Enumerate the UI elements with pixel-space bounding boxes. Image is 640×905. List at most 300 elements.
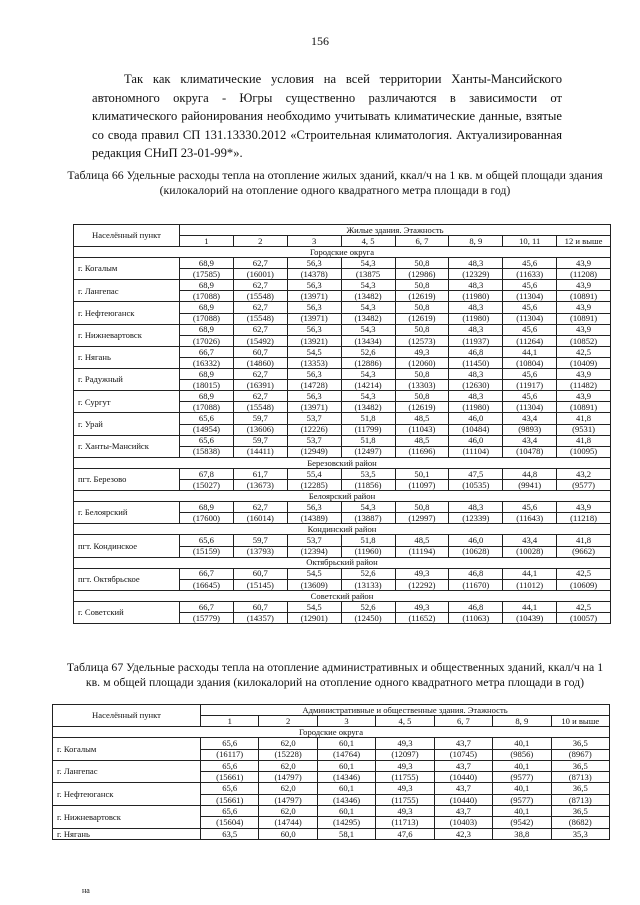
value-cell: 54,5 bbox=[287, 568, 341, 579]
value-cell: 44,1 bbox=[503, 568, 557, 579]
annual-value-cell: (12619) bbox=[395, 402, 449, 413]
table-row bbox=[74, 502, 611, 513]
floor-header: 10 и выше bbox=[551, 716, 609, 727]
value-cell: 48,3 bbox=[449, 324, 503, 335]
annual-value-cell: (17088) bbox=[180, 313, 234, 324]
value-cell: 68,9 bbox=[180, 302, 234, 313]
value-cell: 43,9 bbox=[557, 302, 611, 313]
annual-value-cell: (15661) bbox=[201, 772, 259, 783]
value-cell: 43,2 bbox=[557, 468, 611, 479]
annual-value-cell: (14346) bbox=[317, 794, 375, 805]
annual-value-cell: (10439) bbox=[503, 613, 557, 624]
section-title: Октябрьский район bbox=[74, 557, 611, 568]
value-cell: 54,5 bbox=[287, 346, 341, 357]
value-cell: 62,0 bbox=[259, 783, 317, 794]
table-row bbox=[74, 468, 611, 479]
value-cell: 53,7 bbox=[287, 413, 341, 424]
table-row bbox=[74, 602, 611, 613]
annual-value-cell: (11218) bbox=[557, 513, 611, 524]
value-cell: 43,4 bbox=[503, 435, 557, 446]
value-cell: 45,6 bbox=[503, 302, 557, 313]
annual-value-cell: (11450) bbox=[449, 357, 503, 368]
annual-value-cell: (13482) bbox=[341, 402, 395, 413]
annual-value-cell: (9577) bbox=[493, 772, 551, 783]
settlement-name: пгт. Октябрьское bbox=[74, 568, 180, 590]
settlement-name: пгт. Березово bbox=[74, 468, 180, 490]
section-row bbox=[74, 557, 611, 568]
value-cell: 48,3 bbox=[449, 369, 503, 380]
floor-header: 1 bbox=[201, 716, 259, 727]
value-cell: 62,7 bbox=[233, 324, 287, 335]
annual-value-cell: (12292) bbox=[395, 579, 449, 590]
annual-value-cell: (17088) bbox=[180, 291, 234, 302]
annual-value-cell: (14744) bbox=[259, 817, 317, 828]
table67 bbox=[52, 704, 610, 840]
annual-value-cell: (13793) bbox=[233, 546, 287, 557]
annual-value-cell: (12886) bbox=[341, 357, 395, 368]
value-cell: 62,7 bbox=[233, 391, 287, 402]
value-cell: 48,3 bbox=[449, 391, 503, 402]
value-cell: 50,1 bbox=[395, 468, 449, 479]
floor-header: 8, 9 bbox=[449, 236, 503, 247]
annual-value-cell: (13609) bbox=[287, 579, 341, 590]
settlement-name: пгт. Кондинское bbox=[74, 535, 180, 557]
annual-value-cell: (13303) bbox=[395, 380, 449, 391]
annual-value-cell: (14346) bbox=[317, 772, 375, 783]
value-cell: 47,6 bbox=[376, 828, 434, 839]
settlement-name: г. Нягань bbox=[53, 828, 201, 839]
table-row bbox=[74, 535, 611, 546]
value-cell: 41,8 bbox=[557, 435, 611, 446]
annual-value-cell: (11856) bbox=[341, 479, 395, 490]
value-cell: 49,3 bbox=[376, 783, 434, 794]
value-cell: 54,3 bbox=[341, 502, 395, 513]
floor-header: 6, 7 bbox=[434, 716, 492, 727]
floor-header: 2 bbox=[233, 236, 287, 247]
settlement-name: г. Нижневартовск bbox=[74, 324, 180, 346]
annual-value-cell: (8967) bbox=[551, 749, 609, 760]
value-cell: 42,3 bbox=[434, 828, 492, 839]
page-number: 156 bbox=[311, 34, 329, 48]
value-cell: 66,7 bbox=[180, 568, 234, 579]
annual-value-cell: (9941) bbox=[503, 479, 557, 490]
annual-value-cell: (15548) bbox=[233, 291, 287, 302]
annual-value-cell: (10057) bbox=[557, 613, 611, 624]
annual-value-cell: (12285) bbox=[287, 479, 341, 490]
table67-caption: Таблица 67 Удельные расходы тепла на отопление административных и общественных зданий, ккал/ч на 1 кв. м общей площади здания (килокалорий на отопление одного квадратного метра площади в год) bbox=[66, 660, 604, 689]
value-cell: 61,7 bbox=[233, 468, 287, 479]
annual-value-cell: (11264) bbox=[503, 335, 557, 346]
annual-value-cell: (14954) bbox=[180, 424, 234, 435]
annual-value-cell: (15159) bbox=[180, 546, 234, 557]
annual-value-cell: (9577) bbox=[493, 794, 551, 805]
annual-value-cell: (13673) bbox=[233, 479, 287, 490]
value-cell: 62,0 bbox=[259, 738, 317, 749]
annual-value-cell: (10403) bbox=[434, 817, 492, 828]
table-row bbox=[74, 346, 611, 357]
annual-value-cell: (14728) bbox=[287, 380, 341, 391]
section-row bbox=[74, 457, 611, 468]
value-cell: 41,8 bbox=[557, 413, 611, 424]
value-cell: 66,7 bbox=[180, 602, 234, 613]
settlement-name: г. Ханты-Мансийск bbox=[74, 435, 180, 457]
value-cell: 40,1 bbox=[493, 783, 551, 794]
value-cell: 45,6 bbox=[503, 391, 557, 402]
value-cell: 38,8 bbox=[493, 828, 551, 839]
table66-caption: Таблица 66 Удельные расходы тепла на отопление жилых зданий, ккал/ч на 1 кв. м общей площади здания (килокалорий на отопление одного квадратного метра площади в год) bbox=[67, 168, 603, 197]
table67-group-header: Административные и общественные здания. Этажность bbox=[201, 705, 610, 716]
table-row bbox=[74, 258, 611, 269]
value-cell: 36,5 bbox=[551, 760, 609, 771]
annual-value-cell: (10745) bbox=[434, 749, 492, 760]
value-cell: 46,0 bbox=[449, 435, 503, 446]
annual-value-cell: (11980) bbox=[449, 402, 503, 413]
value-cell: 47,5 bbox=[449, 468, 503, 479]
table-row bbox=[74, 369, 611, 380]
annual-value-cell: (13971) bbox=[287, 291, 341, 302]
annual-value-cell: (14357) bbox=[233, 613, 287, 624]
value-cell: 59,7 bbox=[233, 535, 287, 546]
floor-header: 6, 7 bbox=[395, 236, 449, 247]
annual-value-cell: (16014) bbox=[233, 513, 287, 524]
value-cell: 60,7 bbox=[233, 346, 287, 357]
annual-value-cell: (16001) bbox=[233, 269, 287, 280]
annual-value-cell: (13133) bbox=[341, 579, 395, 590]
value-cell: 65,6 bbox=[180, 535, 234, 546]
annual-value-cell: (13875 bbox=[341, 269, 395, 280]
value-cell: 43,7 bbox=[434, 760, 492, 771]
annual-value-cell: (11696) bbox=[395, 446, 449, 457]
settlement-name: г. Лангепас bbox=[53, 760, 201, 783]
value-cell: 46,8 bbox=[449, 568, 503, 579]
settlement-name: г. Когалым bbox=[74, 258, 180, 280]
value-cell: 40,1 bbox=[493, 738, 551, 749]
value-cell: 36,5 bbox=[551, 738, 609, 749]
annual-value-cell: (12573) bbox=[395, 335, 449, 346]
annual-value-cell: (9856) bbox=[493, 749, 551, 760]
value-cell: 45,6 bbox=[503, 369, 557, 380]
annual-value-cell: (15604) bbox=[201, 817, 259, 828]
value-cell: 50,8 bbox=[395, 302, 449, 313]
value-cell: 65,6 bbox=[180, 435, 234, 446]
annual-value-cell: (10628) bbox=[449, 546, 503, 557]
annual-value-cell: (15027) bbox=[180, 479, 234, 490]
annual-value-cell: (17088) bbox=[180, 402, 234, 413]
annual-value-cell: (10409) bbox=[557, 357, 611, 368]
value-cell: 40,1 bbox=[493, 760, 551, 771]
value-cell: 65,6 bbox=[201, 806, 259, 817]
value-cell: 43,9 bbox=[557, 502, 611, 513]
annual-value-cell: (12060) bbox=[395, 357, 449, 368]
annual-value-cell: (12329) bbox=[449, 269, 503, 280]
section-row bbox=[74, 247, 611, 258]
value-cell: 45,6 bbox=[503, 280, 557, 291]
value-cell: 45,6 bbox=[503, 324, 557, 335]
floor-header: 3 bbox=[287, 236, 341, 247]
annual-value-cell: (8713) bbox=[551, 772, 609, 783]
section-row bbox=[74, 524, 611, 535]
value-cell: 44,1 bbox=[503, 602, 557, 613]
annual-value-cell: (11043) bbox=[395, 424, 449, 435]
annual-value-cell: (10478) bbox=[503, 446, 557, 457]
annual-value-cell: (11194) bbox=[395, 546, 449, 557]
annual-value-cell: (9893) bbox=[503, 424, 557, 435]
annual-value-cell: (12497) bbox=[341, 446, 395, 457]
settlement-name: г. Белоярский bbox=[74, 502, 180, 524]
settlement-name: г. Советский bbox=[74, 602, 180, 624]
annual-value-cell: (13434) bbox=[341, 335, 395, 346]
annual-value-cell: (10484) bbox=[449, 424, 503, 435]
annual-value-cell: (10440) bbox=[434, 772, 492, 783]
table-row bbox=[74, 302, 611, 313]
table-row bbox=[74, 391, 611, 402]
value-cell: 56,3 bbox=[287, 502, 341, 513]
value-cell: 43,7 bbox=[434, 783, 492, 794]
section-title: Березовский район bbox=[74, 457, 611, 468]
annual-value-cell: (9577) bbox=[557, 479, 611, 490]
value-cell: 59,7 bbox=[233, 413, 287, 424]
table66-group-header: Жилые здания. Этажность bbox=[180, 225, 611, 236]
annual-value-cell: (10440) bbox=[434, 794, 492, 805]
value-cell: 62,7 bbox=[233, 502, 287, 513]
annual-value-cell: (10891) bbox=[557, 291, 611, 302]
annual-value-cell: (10891) bbox=[557, 402, 611, 413]
annual-value-cell: (11304) bbox=[503, 402, 557, 413]
value-cell: 68,9 bbox=[180, 280, 234, 291]
annual-value-cell: (13971) bbox=[287, 313, 341, 324]
floor-header: 8, 9 bbox=[493, 716, 551, 727]
value-cell: 46,0 bbox=[449, 413, 503, 424]
annual-value-cell: (15548) bbox=[233, 313, 287, 324]
annual-value-cell: (14764) bbox=[317, 749, 375, 760]
table-row bbox=[53, 760, 610, 771]
annual-value-cell: (11670) bbox=[449, 579, 503, 590]
annual-value-cell: (10852) bbox=[557, 335, 611, 346]
annual-value-cell: (10095) bbox=[557, 446, 611, 457]
floor-header: 12 и выше bbox=[557, 236, 611, 247]
value-cell: 43,7 bbox=[434, 738, 492, 749]
annual-value-cell: (11652) bbox=[395, 613, 449, 624]
annual-value-cell: (10535) bbox=[449, 479, 503, 490]
value-cell: 54,5 bbox=[287, 602, 341, 613]
value-cell: 53,5 bbox=[341, 468, 395, 479]
section-title: Городские округа bbox=[53, 727, 610, 738]
annual-value-cell: (11937) bbox=[449, 335, 503, 346]
value-cell: 43,9 bbox=[557, 391, 611, 402]
value-cell: 65,6 bbox=[180, 413, 234, 424]
value-cell: 46,8 bbox=[449, 602, 503, 613]
value-cell: 60,1 bbox=[317, 783, 375, 794]
value-cell: 48,5 bbox=[395, 413, 449, 424]
value-cell: 49,3 bbox=[395, 346, 449, 357]
section-title: Кондинский район bbox=[74, 524, 611, 535]
value-cell: 56,3 bbox=[287, 391, 341, 402]
settlement-name: г. Нижневартовск bbox=[53, 806, 201, 829]
value-cell: 53,7 bbox=[287, 535, 341, 546]
annual-value-cell: (11104) bbox=[449, 446, 503, 457]
annual-value-cell: (13482) bbox=[341, 313, 395, 324]
value-cell: 50,8 bbox=[395, 391, 449, 402]
value-cell: 65,6 bbox=[201, 738, 259, 749]
annual-value-cell: (11304) bbox=[503, 313, 557, 324]
annual-value-cell: (12450) bbox=[341, 613, 395, 624]
annual-value-cell: (15661) bbox=[201, 794, 259, 805]
annual-value-cell: (12901) bbox=[287, 613, 341, 624]
annual-value-cell: (11012) bbox=[503, 579, 557, 590]
annual-value-cell: (11980) bbox=[449, 313, 503, 324]
annual-value-cell: (12097) bbox=[376, 749, 434, 760]
annual-value-cell: (14797) bbox=[259, 794, 317, 805]
value-cell: 48,5 bbox=[395, 435, 449, 446]
value-cell: 48,5 bbox=[395, 535, 449, 546]
value-cell: 56,3 bbox=[287, 280, 341, 291]
annual-value-cell: (11633) bbox=[503, 269, 557, 280]
annual-value-cell: (17585) bbox=[180, 269, 234, 280]
annual-value-cell: (14378) bbox=[287, 269, 341, 280]
value-cell: 48,3 bbox=[449, 280, 503, 291]
annual-value-cell: (12339) bbox=[449, 513, 503, 524]
annual-value-cell: (11917) bbox=[503, 380, 557, 391]
section-title: Белоярский район bbox=[74, 491, 611, 502]
annual-value-cell: (16645) bbox=[180, 579, 234, 590]
value-cell: 49,3 bbox=[395, 602, 449, 613]
value-cell: 62,0 bbox=[259, 760, 317, 771]
floor-header: 4, 5 bbox=[376, 716, 434, 727]
value-cell: 56,3 bbox=[287, 369, 341, 380]
settlement-name: г. Лангепас bbox=[74, 280, 180, 302]
value-cell: 60,1 bbox=[317, 738, 375, 749]
annual-value-cell: (15145) bbox=[233, 579, 287, 590]
value-cell: 54,3 bbox=[341, 369, 395, 380]
annual-value-cell: (9662) bbox=[557, 546, 611, 557]
value-cell: 42,5 bbox=[557, 602, 611, 613]
value-cell: 43,9 bbox=[557, 258, 611, 269]
value-cell: 59,7 bbox=[233, 435, 287, 446]
value-cell: 60,0 bbox=[259, 828, 317, 839]
annual-value-cell: (11755) bbox=[376, 772, 434, 783]
floor-header: 1 bbox=[180, 236, 234, 247]
floor-header: 2 bbox=[259, 716, 317, 727]
annual-value-cell: (17026) bbox=[180, 335, 234, 346]
value-cell: 66,7 bbox=[180, 346, 234, 357]
value-cell: 50,8 bbox=[395, 324, 449, 335]
value-cell: 41,8 bbox=[557, 535, 611, 546]
value-cell: 52,6 bbox=[341, 568, 395, 579]
table67-col-header: Населённый пункт bbox=[53, 705, 201, 727]
footer-note: на bbox=[82, 886, 90, 895]
value-cell: 36,5 bbox=[551, 783, 609, 794]
table-row bbox=[74, 413, 611, 424]
value-cell: 63,5 bbox=[201, 828, 259, 839]
annual-value-cell: (13921) bbox=[287, 335, 341, 346]
annual-value-cell: (14389) bbox=[287, 513, 341, 524]
settlement-name: г. Радужный bbox=[74, 369, 180, 391]
value-cell: 62,7 bbox=[233, 280, 287, 291]
settlement-name: г. Нягань bbox=[74, 346, 180, 368]
table66 bbox=[73, 224, 611, 624]
annual-value-cell: (16117) bbox=[201, 749, 259, 760]
table-row bbox=[74, 568, 611, 579]
value-cell: 44,8 bbox=[503, 468, 557, 479]
value-cell: 49,3 bbox=[376, 760, 434, 771]
annual-value-cell: (15548) bbox=[233, 402, 287, 413]
annual-value-cell: (13971) bbox=[287, 402, 341, 413]
value-cell: 49,3 bbox=[376, 806, 434, 817]
value-cell: 54,3 bbox=[341, 258, 395, 269]
section-title: Советский район bbox=[74, 590, 611, 601]
value-cell: 42,5 bbox=[557, 346, 611, 357]
table-row bbox=[74, 435, 611, 446]
annual-value-cell: (11304) bbox=[503, 291, 557, 302]
annual-value-cell: (12997) bbox=[395, 513, 449, 524]
annual-value-cell: (10028) bbox=[503, 546, 557, 557]
value-cell: 56,3 bbox=[287, 302, 341, 313]
annual-value-cell: (13606) bbox=[233, 424, 287, 435]
annual-value-cell: (15492) bbox=[233, 335, 287, 346]
table66-col-header: Населённый пункт bbox=[74, 225, 180, 247]
value-cell: 50,8 bbox=[395, 502, 449, 513]
annual-value-cell: (11063) bbox=[449, 613, 503, 624]
table-row bbox=[53, 738, 610, 749]
value-cell: 54,3 bbox=[341, 302, 395, 313]
annual-value-cell: (17600) bbox=[180, 513, 234, 524]
annual-value-cell: (12986) bbox=[395, 269, 449, 280]
value-cell: 50,8 bbox=[395, 369, 449, 380]
value-cell: 43,4 bbox=[503, 535, 557, 546]
value-cell: 55,4 bbox=[287, 468, 341, 479]
annual-value-cell: (15228) bbox=[259, 749, 317, 760]
value-cell: 54,3 bbox=[341, 280, 395, 291]
annual-value-cell: (11980) bbox=[449, 291, 503, 302]
value-cell: 35,3 bbox=[551, 828, 609, 839]
value-cell: 60,1 bbox=[317, 760, 375, 771]
value-cell: 50,8 bbox=[395, 258, 449, 269]
value-cell: 36,5 bbox=[551, 806, 609, 817]
value-cell: 49,3 bbox=[376, 738, 434, 749]
annual-value-cell: (10804) bbox=[503, 357, 557, 368]
value-cell: 51,8 bbox=[341, 435, 395, 446]
value-cell: 56,3 bbox=[287, 324, 341, 335]
annual-value-cell: (14214) bbox=[341, 380, 395, 391]
annual-value-cell: (11643) bbox=[503, 513, 557, 524]
value-cell: 67,8 bbox=[180, 468, 234, 479]
value-cell: 48,3 bbox=[449, 502, 503, 513]
annual-value-cell: (11482) bbox=[557, 380, 611, 391]
annual-value-cell: (12619) bbox=[395, 291, 449, 302]
annual-value-cell: (11799) bbox=[341, 424, 395, 435]
value-cell: 68,9 bbox=[180, 324, 234, 335]
annual-value-cell: (13887) bbox=[341, 513, 395, 524]
annual-value-cell: (10891) bbox=[557, 313, 611, 324]
annual-value-cell: (8713) bbox=[551, 794, 609, 805]
value-cell: 49,3 bbox=[395, 568, 449, 579]
annual-value-cell: (11755) bbox=[376, 794, 434, 805]
settlement-name: г. Нефтеюганск bbox=[74, 302, 180, 324]
value-cell: 50,8 bbox=[395, 280, 449, 291]
annual-value-cell: (16332) bbox=[180, 357, 234, 368]
annual-value-cell: (15838) bbox=[180, 446, 234, 457]
annual-value-cell: (11208) bbox=[557, 269, 611, 280]
annual-value-cell: (14860) bbox=[233, 357, 287, 368]
value-cell: 46,8 bbox=[449, 346, 503, 357]
annual-value-cell: (14411) bbox=[233, 446, 287, 457]
value-cell: 40,1 bbox=[493, 806, 551, 817]
annual-value-cell: (12619) bbox=[395, 313, 449, 324]
value-cell: 43,7 bbox=[434, 806, 492, 817]
value-cell: 68,9 bbox=[180, 391, 234, 402]
value-cell: 52,6 bbox=[341, 346, 395, 357]
value-cell: 62,0 bbox=[259, 806, 317, 817]
